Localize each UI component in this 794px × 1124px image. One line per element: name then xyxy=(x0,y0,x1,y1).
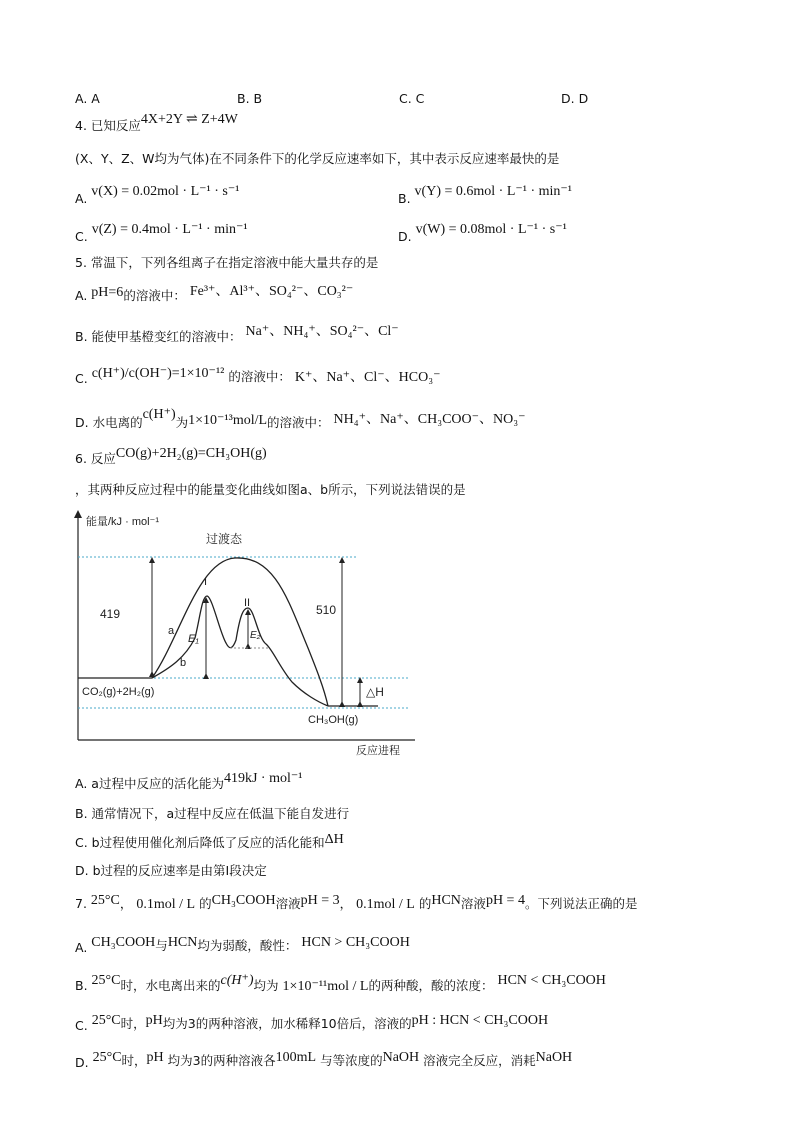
q5-a-mid: 的溶液中： xyxy=(123,288,186,303)
q7-a-mid2: 均为弱酸，酸性： xyxy=(197,938,298,953)
e1-label: E₁ xyxy=(188,633,199,645)
q6-c-val: ΔH xyxy=(324,832,344,847)
q6-option-a xyxy=(75,771,303,794)
q6-option-c xyxy=(75,834,344,853)
q4-line2: (X、Y、Z、W均为气体)在不同条件下的化学反应速率如下，其中表示反应速率最快的是 xyxy=(75,151,560,166)
curve-b-label: b xyxy=(180,657,187,669)
q5-a-cond: pH=6 xyxy=(91,285,124,300)
q5-option-c xyxy=(75,366,441,389)
q7-d-mid3: 与等浓度的 xyxy=(320,1053,383,1068)
q7-acid-1: CH₃COOH xyxy=(211,893,276,908)
q7-b-conc: c(H⁺) xyxy=(220,973,254,988)
q7-c-rel: pH : HCN < CH₃COOH xyxy=(411,1013,549,1028)
q6-a-val: 419kJ · mol⁻¹ xyxy=(223,771,303,786)
delta-h-label: △H xyxy=(366,685,384,699)
q4-stem-prefix: 4. 已知反应 xyxy=(75,118,141,133)
q5-option-d xyxy=(75,407,526,433)
e2-label: E₂ xyxy=(250,630,261,641)
q7-a-acid-1: CH₃COOH xyxy=(91,935,156,950)
q7-b-pre: B. xyxy=(75,978,88,993)
q6-stem xyxy=(75,446,267,469)
y-axis-label: 能量/kJ · mol⁻¹ xyxy=(86,516,160,528)
q7-option-c xyxy=(75,1011,549,1033)
reactants-label: CO₂(g)+2H₂(g) xyxy=(82,686,155,698)
q7-d-base-1: NaOH xyxy=(382,1050,420,1065)
q4-option-c xyxy=(75,220,248,244)
curve-a-label: a xyxy=(168,625,175,637)
q6-stem-prefix: 6. 反应 xyxy=(75,451,116,466)
q7-d-pre: D. xyxy=(75,1055,89,1070)
q7-stem xyxy=(75,895,637,914)
q4-option-d-rate: v(W) = 0.08mol · L⁻¹ · s⁻¹ xyxy=(415,222,567,237)
q7-c-pre: C. xyxy=(75,1018,88,1033)
q7-de-2: 的 xyxy=(418,896,432,911)
value-419: 419 xyxy=(100,607,121,621)
q7-a-acid-2: HCN xyxy=(167,935,198,950)
q7-ph-1: pH = 3 xyxy=(300,893,340,908)
q4-option-a-rate: v(X) = 0.02mol · L⁻¹ · s⁻¹ xyxy=(91,184,240,199)
q5-d-cond: c(H⁺) xyxy=(142,407,176,422)
q7-b-mid3: 的两种酸，酸的浓度： xyxy=(368,978,494,993)
q7-d-ph: pH xyxy=(146,1050,164,1065)
q7-option-d xyxy=(75,1048,573,1070)
q5-d-val: 1×10⁻¹³mol/L xyxy=(188,413,268,428)
q6-equation: CO(g)+2H₂(g)=CH₃OH(g) xyxy=(115,446,267,461)
q7-b-mid2: 均为 xyxy=(253,978,279,993)
q5-d-ions: NH₄⁺、Na⁺、CH₃COO⁻、NO₃⁻ xyxy=(333,412,526,427)
q6-line2: ，其两种反应过程中的能量变化曲线如图a、b所示，下列说法错误的是 xyxy=(75,482,466,497)
q5-d-pre: D. 水电离的 xyxy=(75,415,143,430)
q5-d-mid2: 的溶液中： xyxy=(267,415,330,430)
q7-d-vol: 100mL xyxy=(275,1050,317,1065)
q7-sep-2: ， xyxy=(339,896,353,911)
q7-b-temp: 25°C xyxy=(91,973,121,988)
q7-option-a xyxy=(75,933,410,955)
q4-option-b-rate: v(Y) = 0.6mol · L⁻¹ · min⁻¹ xyxy=(414,184,572,199)
q5-b-ions: Na⁺、NH₄⁺、SO₄²⁻、Cl⁻ xyxy=(245,324,399,339)
q5-c-cond: c(H⁺)/c(OH⁻)=1×10⁻¹² xyxy=(91,366,225,381)
q5-a-pre: A. xyxy=(75,288,88,303)
q7-a-mid1: 与 xyxy=(155,938,168,953)
product-label: CH₃OH(g) xyxy=(308,714,359,726)
q7-soln-1: 溶液 xyxy=(275,896,301,911)
q5-b-pre: B. 能使甲基橙变红的溶液中： xyxy=(75,329,242,344)
q5-c-mid: 的溶液中： xyxy=(228,369,291,384)
q7-b-mid1: 时，水电离出来的 xyxy=(120,978,221,993)
q7-temp: 25°C xyxy=(90,893,120,908)
q4-option-a xyxy=(75,182,240,206)
transition-state-label: 过渡态 xyxy=(206,532,243,546)
q6-option-b: B. 通常情况下，a过程中反应在低温下能自发进行 xyxy=(75,806,350,821)
q7-conc-2: 0.1mol / L xyxy=(356,897,415,912)
q4-equation: 4X+2Y ⇌ Z+4W xyxy=(140,112,238,127)
q7-de-1: 的 xyxy=(199,896,212,911)
q6-c-pre: C. b过程使用催化剂后降低了反应的活化能和 xyxy=(75,835,325,850)
q7-b-val: 1×10⁻¹¹mol / L xyxy=(282,979,369,994)
q7-c-ph: pH xyxy=(145,1013,163,1028)
q7-d-temp: 25°C xyxy=(92,1050,122,1065)
q6-option-d: D. b过程的反应速率是由第Ⅰ段决定 xyxy=(75,863,267,878)
q7-a-rel: HCN > CH₃COOH xyxy=(301,935,410,950)
q7-b-rel: HCN < CH₃COOH xyxy=(497,973,606,988)
q7-d-base-2: NaOH xyxy=(535,1050,573,1065)
q5-c-pre: C. xyxy=(75,371,88,386)
q5-stem: 5. 常温下，下列各组离子在指定溶液中能大量共存的是 xyxy=(75,255,379,270)
q3-option-b: B. B xyxy=(237,91,263,106)
q7-question: 。下列说法正确的是 xyxy=(524,896,638,911)
q7-d-mid2: 均为3的两种溶液各 xyxy=(167,1053,276,1068)
q7-d-mid4: 溶液完全反应，消耗 xyxy=(423,1053,536,1068)
q3-option-d: D. D xyxy=(561,91,589,106)
q4-option-d xyxy=(398,220,567,244)
peak-1-label: I xyxy=(204,576,208,588)
q5-c-ions: K⁺、Na⁺、Cl⁻、HCO₃⁻ xyxy=(294,370,441,385)
q5-option-b xyxy=(75,324,399,347)
q4-option-c-rate: v(Z) = 0.4mol · L⁻¹ · min⁻¹ xyxy=(91,222,248,237)
q5-d-mid1: 为 xyxy=(175,415,189,430)
curve-b xyxy=(152,596,328,706)
curve-a xyxy=(152,558,328,706)
q4-option-a-label: A. xyxy=(75,191,88,206)
q7-ph-2: pH = 4 xyxy=(485,893,525,908)
q4-option-b xyxy=(398,182,572,206)
q5-a-ions: Fe³⁺、Al³⁺、SO₄²⁻、CO₃²⁻ xyxy=(189,284,354,299)
q4-option-d-label: D. xyxy=(398,229,412,244)
q3-option-a: A. A xyxy=(75,91,100,106)
q7-acid-2: HCN xyxy=(431,893,461,908)
peak-2-label: II xyxy=(244,597,251,609)
q7-num: 7. xyxy=(75,896,87,911)
q7-option-b xyxy=(75,971,606,994)
q7-c-temp: 25°C xyxy=(91,1013,121,1028)
q4-option-b-label: B. xyxy=(398,191,411,206)
energy-diagram xyxy=(70,508,420,760)
q3-option-c: C. C xyxy=(399,91,425,106)
q6-a-pre: A. a过程中反应的活化能为 xyxy=(75,776,224,791)
q4-option-c-label: C. xyxy=(75,229,88,244)
q7-conc-1: 0.1mol / L xyxy=(136,897,196,912)
q7-soln-2: 溶液 xyxy=(460,896,486,911)
q7-c-mid1: 时， xyxy=(120,1016,146,1031)
value-510: 510 xyxy=(316,603,337,617)
q4-stem xyxy=(75,112,238,136)
x-axis-label: 反应进程 xyxy=(356,745,400,757)
q7-c-mid2: 均为3的两种溶液，加水稀释10倍后，溶液的 xyxy=(162,1016,412,1031)
q7-sep-1: ， xyxy=(119,896,133,911)
q7-d-mid1: 时， xyxy=(121,1053,147,1068)
q5-option-a xyxy=(75,284,354,306)
q7-a-pre: A. xyxy=(75,940,88,955)
